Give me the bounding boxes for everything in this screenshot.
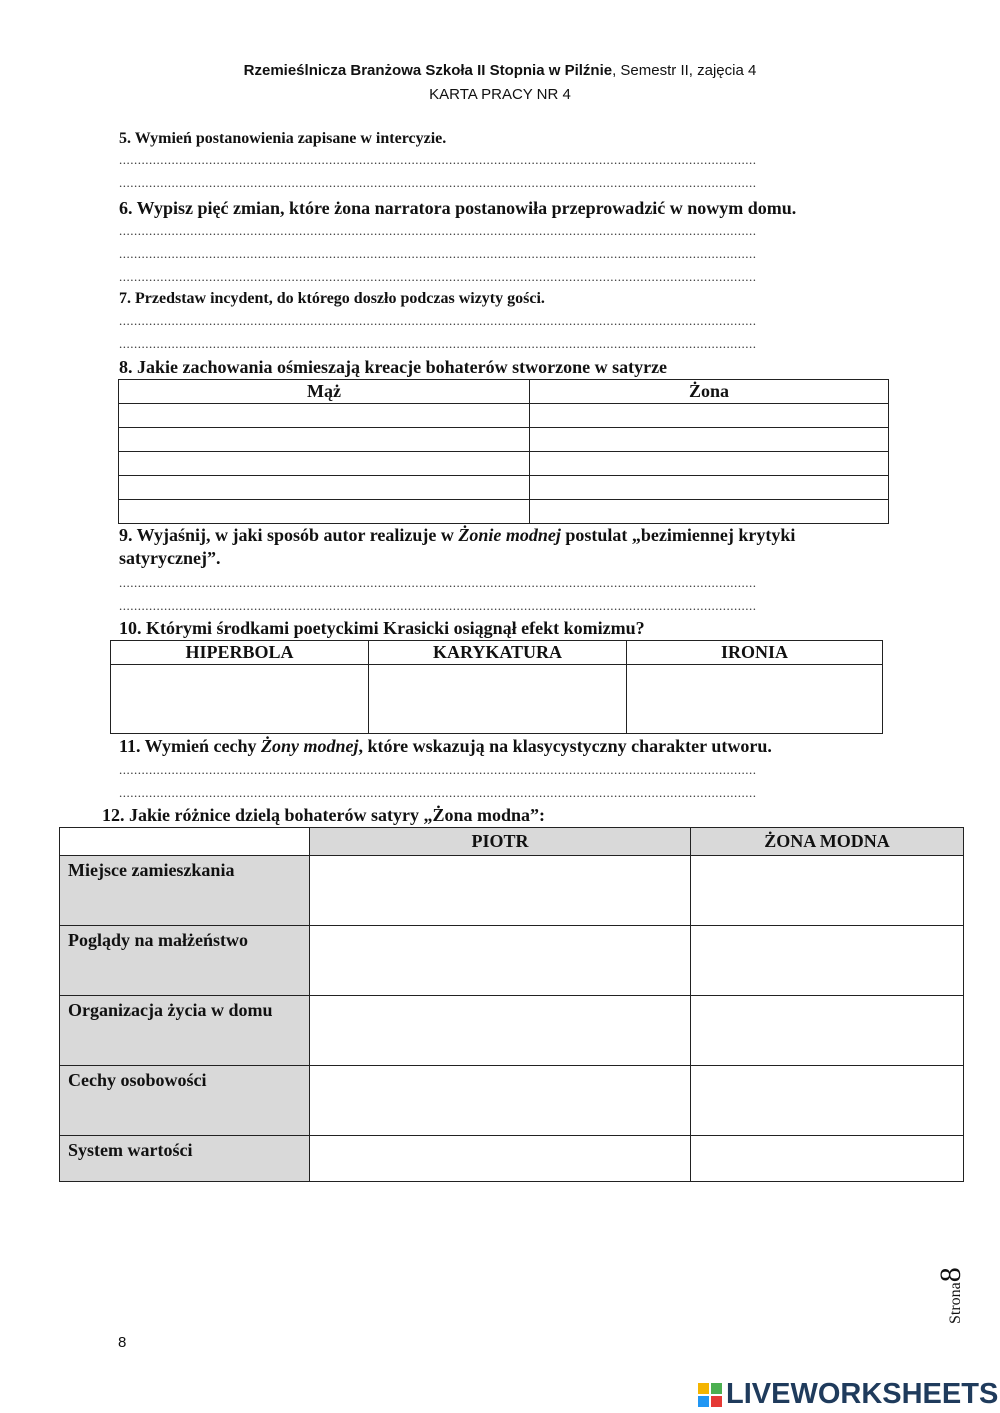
question-11-title: Żony modnej	[261, 736, 359, 756]
answer-cell[interactable]	[691, 1136, 964, 1182]
row-label: Poglądy na małżeństwo	[60, 926, 310, 996]
answer-cell[interactable]	[530, 476, 889, 500]
row-label: Organizacja życia w domu	[60, 996, 310, 1066]
answer-cell[interactable]	[691, 1066, 964, 1136]
answer-cell[interactable]	[530, 452, 889, 476]
answer-line[interactable]: ..........................................................................................................................................................................	[119, 314, 757, 328]
answer-line[interactable]: ..........................................................................................................................................................................	[119, 247, 757, 261]
answer-cell[interactable]	[111, 665, 369, 734]
answer-cell[interactable]	[691, 926, 964, 996]
column-header-husband: Mąż	[119, 380, 530, 404]
answer-cell[interactable]	[369, 665, 627, 734]
answer-line[interactable]: ..........................................................................................................................................................................	[119, 270, 757, 284]
question-12: 12. Jakie różnice dzielą bohaterów satyry „Żona modna”:	[102, 805, 545, 825]
question-9-line2: satyrycznej”.	[119, 548, 221, 568]
column-header-zona-modna: ŻONA MODNA	[691, 828, 964, 856]
answer-cell[interactable]	[119, 476, 530, 500]
answer-cell[interactable]	[310, 1066, 691, 1136]
school-name: Rzemieślnicza Branżowa Szkoła II Stopnia w Pilźnie	[243, 62, 613, 79]
answer-line[interactable]: ..........................................................................................................................................................................	[119, 176, 757, 190]
answer-cell[interactable]	[691, 856, 964, 926]
row-label: Miejsce zamieszkania	[60, 856, 310, 926]
answer-cell[interactable]	[119, 452, 530, 476]
page-number: 8	[118, 1334, 127, 1351]
answer-cell[interactable]	[691, 996, 964, 1066]
answer-line[interactable]: ..........................................................................................................................................................................	[119, 576, 757, 590]
column-header-caricature: KARYKATURA	[369, 641, 627, 665]
answer-cell[interactable]	[530, 500, 889, 524]
question-11-text: 11. Wymień cechy	[119, 736, 261, 756]
strona-number: 8	[934, 1267, 967, 1283]
row-label: Cechy osobowości	[60, 1066, 310, 1136]
question-9	[119, 525, 795, 546]
question-11-text-cont: , które wskazują na klasycystyczny charakter utworu.	[358, 736, 772, 756]
answer-line[interactable]: ..........................................................................................................................................................................	[119, 763, 757, 777]
answer-cell[interactable]	[310, 996, 691, 1066]
question-8: 8. Jakie zachowania ośmieszają kreacje bohaterów stworzone w satyrze	[119, 357, 668, 377]
question-9-text: 9. Wyjaśnij, w jaki sposób autor realizuje w	[119, 525, 459, 545]
strona-label: Strona	[947, 1282, 964, 1324]
question-5: 5. Wymień postanowienia zapisane w intercyzie.	[119, 130, 447, 147]
page-label-rotated	[920, 1260, 980, 1340]
answer-cell[interactable]	[627, 665, 883, 734]
answer-cell[interactable]	[310, 856, 691, 926]
answer-cell[interactable]	[530, 404, 889, 428]
answer-cell[interactable]	[310, 926, 691, 996]
answer-line[interactable]: ..........................................................................................................................................................................	[119, 786, 757, 800]
answer-cell[interactable]	[119, 404, 530, 428]
answer-cell[interactable]	[119, 428, 530, 452]
column-header-irony: IRONIA	[627, 641, 883, 665]
question-9-title: Żonie modnej	[458, 525, 561, 545]
poetic-devices-table	[110, 640, 883, 734]
answer-line[interactable]: ..........................................................................................................................................................................	[119, 224, 757, 238]
worksheet-title: KARTA PRACY NR 4	[429, 86, 571, 103]
semester-info: , Semestr II, zajęcia 4	[612, 62, 757, 79]
school-header	[0, 62, 1000, 79]
corner-cell	[60, 828, 310, 856]
brand-text: LIVEWORKSHEETS	[726, 1378, 999, 1410]
column-header-hyperbole: HIPERBOLA	[111, 641, 369, 665]
answer-cell[interactable]	[530, 428, 889, 452]
question-11	[119, 736, 772, 757]
column-header-wife: Żona	[530, 380, 889, 404]
question-6: 6. Wypisz pięć zmian, które żona narratora postanowiła przeprowadzić w nowym domu.	[119, 198, 797, 218]
answer-cell[interactable]	[310, 1136, 691, 1182]
question-7: 7. Przedstaw incydent, do którego doszło podczas wizyty gości.	[119, 290, 545, 307]
question-10: 10. Którymi środkami poetyckimi Krasicki osiągnął efekt komizmu?	[119, 618, 645, 638]
behaviour-table	[118, 379, 889, 524]
answer-cell[interactable]	[119, 500, 530, 524]
answer-line[interactable]: ..........................................................................................................................................................................	[119, 337, 757, 351]
comparison-table	[59, 827, 964, 1182]
column-header-piotr: PIOTR	[310, 828, 691, 856]
answer-line[interactable]: ..........................................................................................................................................................................	[119, 153, 757, 167]
answer-line[interactable]: ..........................................................................................................................................................................	[119, 599, 757, 613]
row-label: System wartości	[60, 1136, 310, 1182]
question-9-text-cont: postulat „bezimiennej krytyki	[560, 525, 796, 545]
liveworksheets-logo-icon	[698, 1383, 722, 1407]
liveworksheets-brand	[698, 1378, 998, 1411]
